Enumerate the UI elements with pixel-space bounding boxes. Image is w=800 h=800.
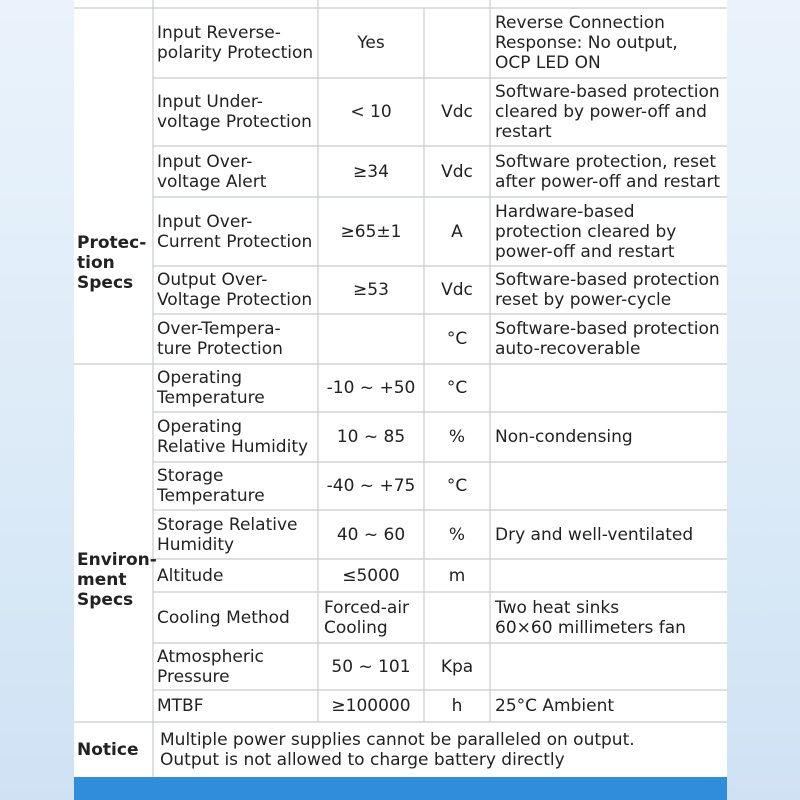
table-cell-unit: °C [446, 329, 468, 349]
table-cell-parameter: Cooling Method [157, 607, 290, 628]
table-cell-unit: h [451, 696, 463, 716]
table-cell-value [318, 314, 424, 364]
section-label-notice: Notice [77, 739, 139, 760]
table-cell-unit: Kpa [440, 656, 474, 677]
table-cell-value: ≤5000 [342, 565, 400, 586]
table-cell-unit: °C [446, 476, 468, 496]
table-cell-remark: Reverse Connection Response: No output, OCP LED ON [495, 13, 678, 73]
table-cell-value: Yes [357, 33, 385, 53]
table-cell-remark [492, 559, 728, 592]
table-cell-unit: A [451, 221, 463, 242]
table-cell-unit: % [448, 427, 466, 447]
section-label-protection: Protec- tion Specs [77, 233, 147, 293]
table-cell-unit: Vdc [441, 161, 473, 182]
table-cell-parameter: Input Over- voltage Alert [157, 151, 267, 192]
table-cell-value: -10 ~ +50 [326, 378, 416, 398]
table-cell-value: < 10 [350, 102, 392, 122]
table-cell-remark: Hardware-based protection cleared by power-off and restart [495, 201, 677, 262]
table-cell-remark: 25°C Ambient [495, 696, 615, 716]
table-cell-value: 50 ~ 101 [331, 656, 411, 677]
table-cell-parameter: Altitude [157, 565, 224, 586]
table-cell-parameter: Storage Relative Humidity [157, 514, 298, 555]
table-cell-unit: °C [446, 378, 468, 398]
table-cell-value: ≥53 [353, 280, 389, 300]
table-cell-value: -40 ~ +75 [326, 476, 416, 496]
table-cell-value: 10 ~ 85 [336, 427, 406, 447]
table-cell-parameter: MTBF [157, 696, 204, 716]
table-cell-parameter: Over-Tempera- ture Protection [157, 319, 283, 359]
table-cell-value: ≥65±1 [340, 221, 402, 242]
table-cell-parameter: Input Over- Current Protection [157, 211, 313, 252]
table-cell-value: ≥34 [353, 161, 389, 182]
table-cell-remark: Software protection, reset after power-off and restart [495, 151, 721, 192]
table-cell-unit: Vdc [441, 102, 473, 122]
table-cell-unit: Vdc [441, 280, 473, 300]
table-cell-value: Forced-air Cooling [324, 597, 410, 638]
table-cell-value: 40 ~ 60 [336, 524, 406, 545]
table-cell-remark: Non-condensing [495, 427, 633, 447]
table-cell-parameter: Operating Temperature [157, 368, 265, 408]
table-cell-parameter: Operating Relative Humidity [157, 417, 309, 457]
notice-text: Multiple power supplies cannot be paralleled on output. Output is not allowed to charge battery directly [160, 729, 635, 770]
table-cell-unit: % [448, 524, 466, 545]
table-cell-remark: Software-based protection auto-recoverable [495, 319, 720, 359]
table-cell-remark: Software-based protection cleared by power-off and restart [495, 82, 720, 142]
table-cell-parameter: Input Under- voltage Protection [157, 92, 312, 132]
table-cell-parameter: Input Reverse- polarity Protection [157, 23, 314, 63]
table-cell-unit [424, 8, 490, 78]
section-label-environment: Environ- ment Specs [77, 550, 157, 610]
table-cell-remark [492, 462, 728, 510]
table-cell-remark: Software-based protection reset by power-cycle [495, 270, 720, 310]
table-cell-value: ≥100000 [331, 696, 411, 716]
table-cell-remark [492, 643, 728, 690]
table-cell-parameter: Atmospheric Pressure [157, 646, 264, 687]
table-cell-parameter: Output Over- Voltage Protection [157, 270, 313, 310]
table-cell-remark [492, 364, 728, 412]
table-cell-unit [424, 592, 490, 643]
table-cell-remark: Dry and well-ventilated [495, 524, 694, 545]
table-cell-remark: Two heat sinks 60×60 millimeters fan [495, 597, 686, 638]
table-cell-parameter: Storage Temperature [157, 466, 265, 506]
table-cell-unit: m [448, 565, 466, 586]
